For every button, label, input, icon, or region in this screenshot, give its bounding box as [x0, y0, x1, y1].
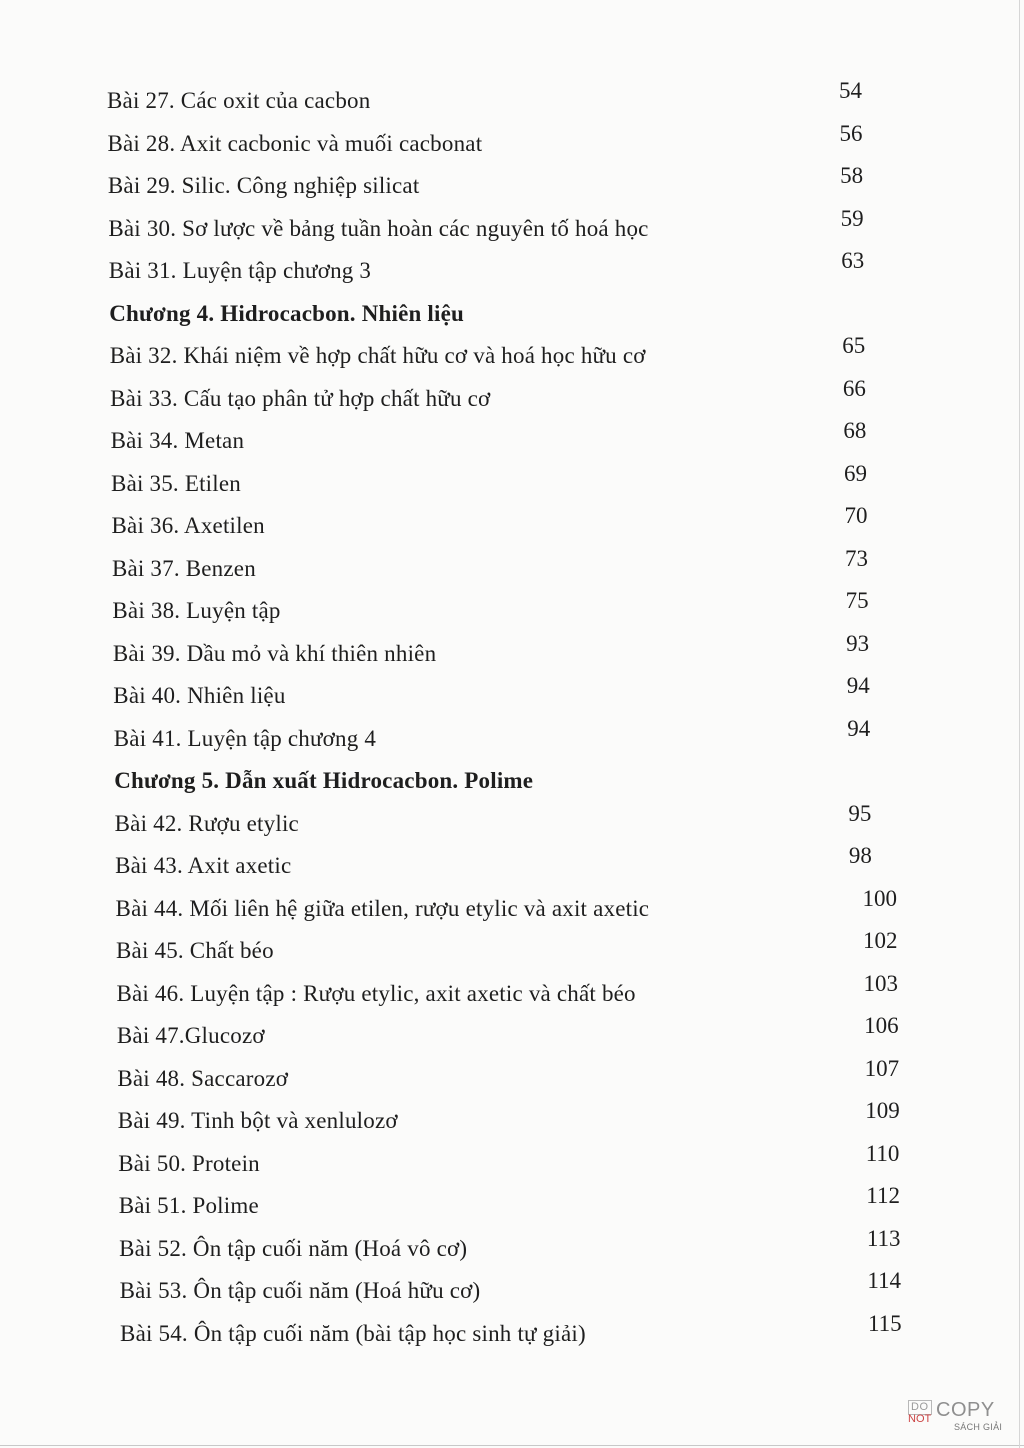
- lesson-title: Bài 51. Polime: [118, 1193, 259, 1218]
- lesson-title: Bài 46. Luyện tập : Rượu etylic, axit axetic và chất béo: [116, 980, 636, 1006]
- page-number: 100: [862, 885, 897, 911]
- lesson-title: Bài 37. Benzen: [111, 555, 256, 581]
- page-number: 65: [842, 333, 866, 358]
- page-right-edge: [1019, 0, 1020, 1448]
- toc-entry-row: [0, 205, 1024, 254]
- watermark-subtitle: SÁCH GIẢI: [954, 1422, 1003, 1432]
- chapter-heading-row: [0, 299, 1024, 339]
- chapter-title: Chương 4. Hidrocacbon. Nhiên liệu: [109, 300, 465, 326]
- page-number: 93: [846, 630, 870, 656]
- page-number: 95: [848, 800, 872, 826]
- page-number: 56: [839, 120, 863, 146]
- page-number: 54: [839, 78, 862, 103]
- page-number: 68: [843, 418, 867, 443]
- page-number: 73: [845, 545, 869, 571]
- page-number: 66: [842, 375, 866, 401]
- lesson-title: Bài 29. Silic. Công nghiệp silicat: [107, 173, 420, 198]
- lesson-title: Bài 33. Cấu tạo phân tử hợp chất hữu cơ: [110, 385, 491, 411]
- watermark-do: DO: [908, 1400, 932, 1415]
- toc-entry-row: [0, 418, 1024, 466]
- page-number: 59: [840, 205, 864, 231]
- page-number: 70: [844, 503, 868, 528]
- page-number: 98: [848, 843, 872, 868]
- toc-entry-row: [0, 163, 1024, 211]
- lesson-title: Bài 35. Etilen: [111, 470, 241, 496]
- lesson-title: Bài 45. Chất béo: [116, 938, 274, 963]
- lesson-title: Bài 34. Metan: [110, 428, 245, 453]
- lesson-title: Bài 28. Axit cacbonic và muối cacbonat: [107, 130, 483, 156]
- lesson-title: Bài 32. Khái niệm về hợp chất hữu cơ và hoá học hữu cơ: [109, 343, 646, 368]
- page-bottom-edge: [0, 1445, 1024, 1446]
- toc-entry-row: [0, 375, 1024, 424]
- lesson-title: Bài 54. Ôn tập cuối năm (bài tập học sinh tự giải): [120, 1320, 586, 1346]
- toc-entry-row: [0, 248, 1024, 296]
- toc-entry-row: [0, 588, 1024, 636]
- lesson-title: Bài 40. Nhiên liệu: [113, 683, 286, 708]
- page-number: 112: [866, 1183, 900, 1208]
- lesson-title: Bài 44. Mối liên hệ giữa etilen, rượu etylic và axit axetic: [115, 895, 650, 921]
- page-number: 58: [840, 163, 864, 188]
- page-number: 110: [865, 1140, 900, 1166]
- toc-entry-row: [0, 460, 1024, 509]
- lesson-title: Bài 30. Sơ lược về bảng tuần hoàn các nguyên tố hoá học: [108, 215, 649, 241]
- page-number: 102: [863, 928, 898, 953]
- toc-entry-row: [0, 715, 1024, 764]
- lesson-title: Bài 39. Dầu mỏ và khí thiên nhiên: [112, 640, 437, 666]
- toc-entry-row: [0, 333, 1024, 381]
- page-number: 69: [843, 460, 867, 486]
- lesson-title: Bài 42. Rượu etylic: [114, 810, 299, 836]
- lesson-title: Bài 48. Saccarozơ: [117, 1065, 289, 1091]
- do-not-copy-watermark: [908, 1400, 1010, 1440]
- page-number: 113: [866, 1225, 901, 1251]
- watermark-copy: COPY: [936, 1399, 995, 1421]
- lesson-title: Bài 43. Axit axetic: [115, 853, 292, 878]
- lesson-title: Bài 36. Axetilen: [111, 513, 265, 538]
- page-number: 114: [867, 1268, 902, 1293]
- lesson-title: Bài 41. Luyện tập chương 4: [113, 725, 377, 751]
- page-number: 94: [846, 673, 870, 698]
- toc-entry-row: [0, 545, 1024, 594]
- lesson-title: Bài 49. Tinh bột và xenlulozơ: [117, 1108, 398, 1133]
- lesson-title: Bài 50. Protein: [118, 1150, 260, 1176]
- lesson-title: Bài 31. Luyện tập chương 3: [108, 258, 372, 283]
- page-number: 63: [841, 248, 865, 273]
- lesson-title: Bài 27. Các oxit của cacbon: [107, 88, 371, 113]
- toc-entry-row: [0, 630, 1024, 679]
- chapter-title: Chương 5. Dẫn xuất Hidrocacbon. Polime: [114, 768, 534, 793]
- toc-entry-row: [0, 1310, 1024, 1359]
- page-number: 106: [864, 1013, 899, 1038]
- toc-entry-row: [0, 78, 1024, 126]
- page-number: 109: [865, 1098, 900, 1123]
- toc-entry-row: [0, 120, 1024, 169]
- page-number: 94: [847, 715, 871, 741]
- lesson-title: Bài 53. Ôn tập cuối năm (Hoá hữu cơ): [119, 1278, 481, 1303]
- toc-entry-row: [0, 503, 1024, 551]
- lesson-title: Bài 38. Luyện tập: [112, 598, 281, 623]
- page-number: 107: [864, 1055, 900, 1081]
- page-number: 103: [863, 970, 899, 996]
- lesson-title: Bài 52. Ôn tập cuối năm (Hoá vô cơ): [119, 1235, 468, 1261]
- toc-entry-row: [0, 673, 1024, 721]
- watermark-not: NOT: [908, 1413, 932, 1425]
- page-number: 115: [867, 1310, 902, 1336]
- page-number: 75: [845, 588, 869, 613]
- lesson-title: Bài 47.Glucozơ: [116, 1023, 265, 1048]
